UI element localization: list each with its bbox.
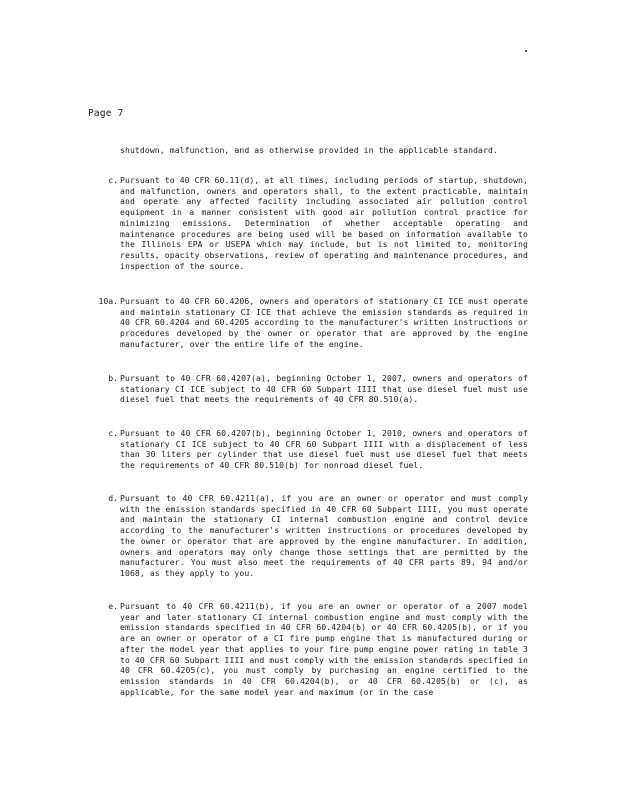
item-text: Pursuant to 40 CFR 60.11(d), at all times, including periods of startup, shutdown, and malfunction, owners and operators shall, to the extent practicable, maintain and operate any affected facility including associated air pollution control equipment in a manner consistent with good air pollution control practice for minimizing emissions. Determination of whether acceptable operating and maintenance procedures are being used will be based on information available to the Illinois EPA or USEPA which may include, but is not limited to, monitoring results, opacity observations, review of operating and maintenance procedures, and inspection of the source. [120,175,528,271]
item-text: Pursuant to 40 CFR 60.4206, owners and operators of stationary CI ICE must operate and maintain stationary CI ICE that achieve the emission standards as required in 40 CFR 60.4204 and 60.4205 according to the manufacturer's written instructions or procedures developed by the owner or operator that are approved by the engine manufacturer, over the entire life of the engine. [120,296,528,349]
item-text: Pursuant to 40 CFR 60.4211(b), if you are an owner or operator of a 2007 model year and later stationary CI internal combustion engine and must comply with the emission standards specified in 40 CFR 60.4204(b) or 40 CFR 60.4205(b), or if you are an owner or operator of a CI fire pump engine that is manufactured during or after the model year that applies to your fire pump engine power rating in table 3 to 40 CFR 60 Subpart IIII and must comply with the emission standards specified in 40 CFR 60.4205(c), you must comply by purchasing an engine certified to the emission standards in 40 CFR 60.4204(b), or 40 CFR 60.4205(b) or (c), as applicable, for the same model year and maximum (or in the case [120,601,528,697]
item-marker: c. [108,428,118,438]
item-text: Pursuant to 40 CFR 60.4211(a), if you are an owner or operator and must comply with the emission standards specified in 40 CFR 60 Subpart IIII, you must operate and maintain the stationary CI internal combustion engine and control device according to the manufacturer's written instructions or procedures developed by the owner or operator that are approved by the engine manufacturer. In addition, owners and operators may only change those settings that are permitted by the manufacturer. You must also meet the requirements of 40 CFR parts 89, 94 and/or 1068, as they apply to you. [120,493,528,578]
item-text: Pursuant to 40 CFR 60.4207(a), beginning October 1, 2007, owners and operators of stationary CI ICE subject to 40 CFR 60 Subpart IIII that use diesel fuel must use diesel fuel that meets the requirements of 40 CFR 80.510(a). [120,373,528,405]
page-number: Page 7 [88,108,124,119]
scan-speck [525,50,527,52]
item-marker: b. [108,373,118,383]
item-text: Pursuant to 40 CFR 60.4207(b), beginning October 1, 2010, owners and operators of stationary CI ICE subject to 40 CFR 60 Subpart IIII with a displacement of less than 30 liters per cylinder that use diesel fuel must use diesel fuel that meets the requirements of 40 CFR 80.510(b) for nonroad diesel fuel. [120,428,528,471]
item-marker: c. [108,175,118,185]
item-marker: 10a. [98,296,118,306]
continuation-paragraph: shutdown, malfunction, and as otherwise provided in the applicable standard. [120,145,498,155]
item-marker: d. [108,493,118,503]
item-marker: e. [108,601,118,611]
